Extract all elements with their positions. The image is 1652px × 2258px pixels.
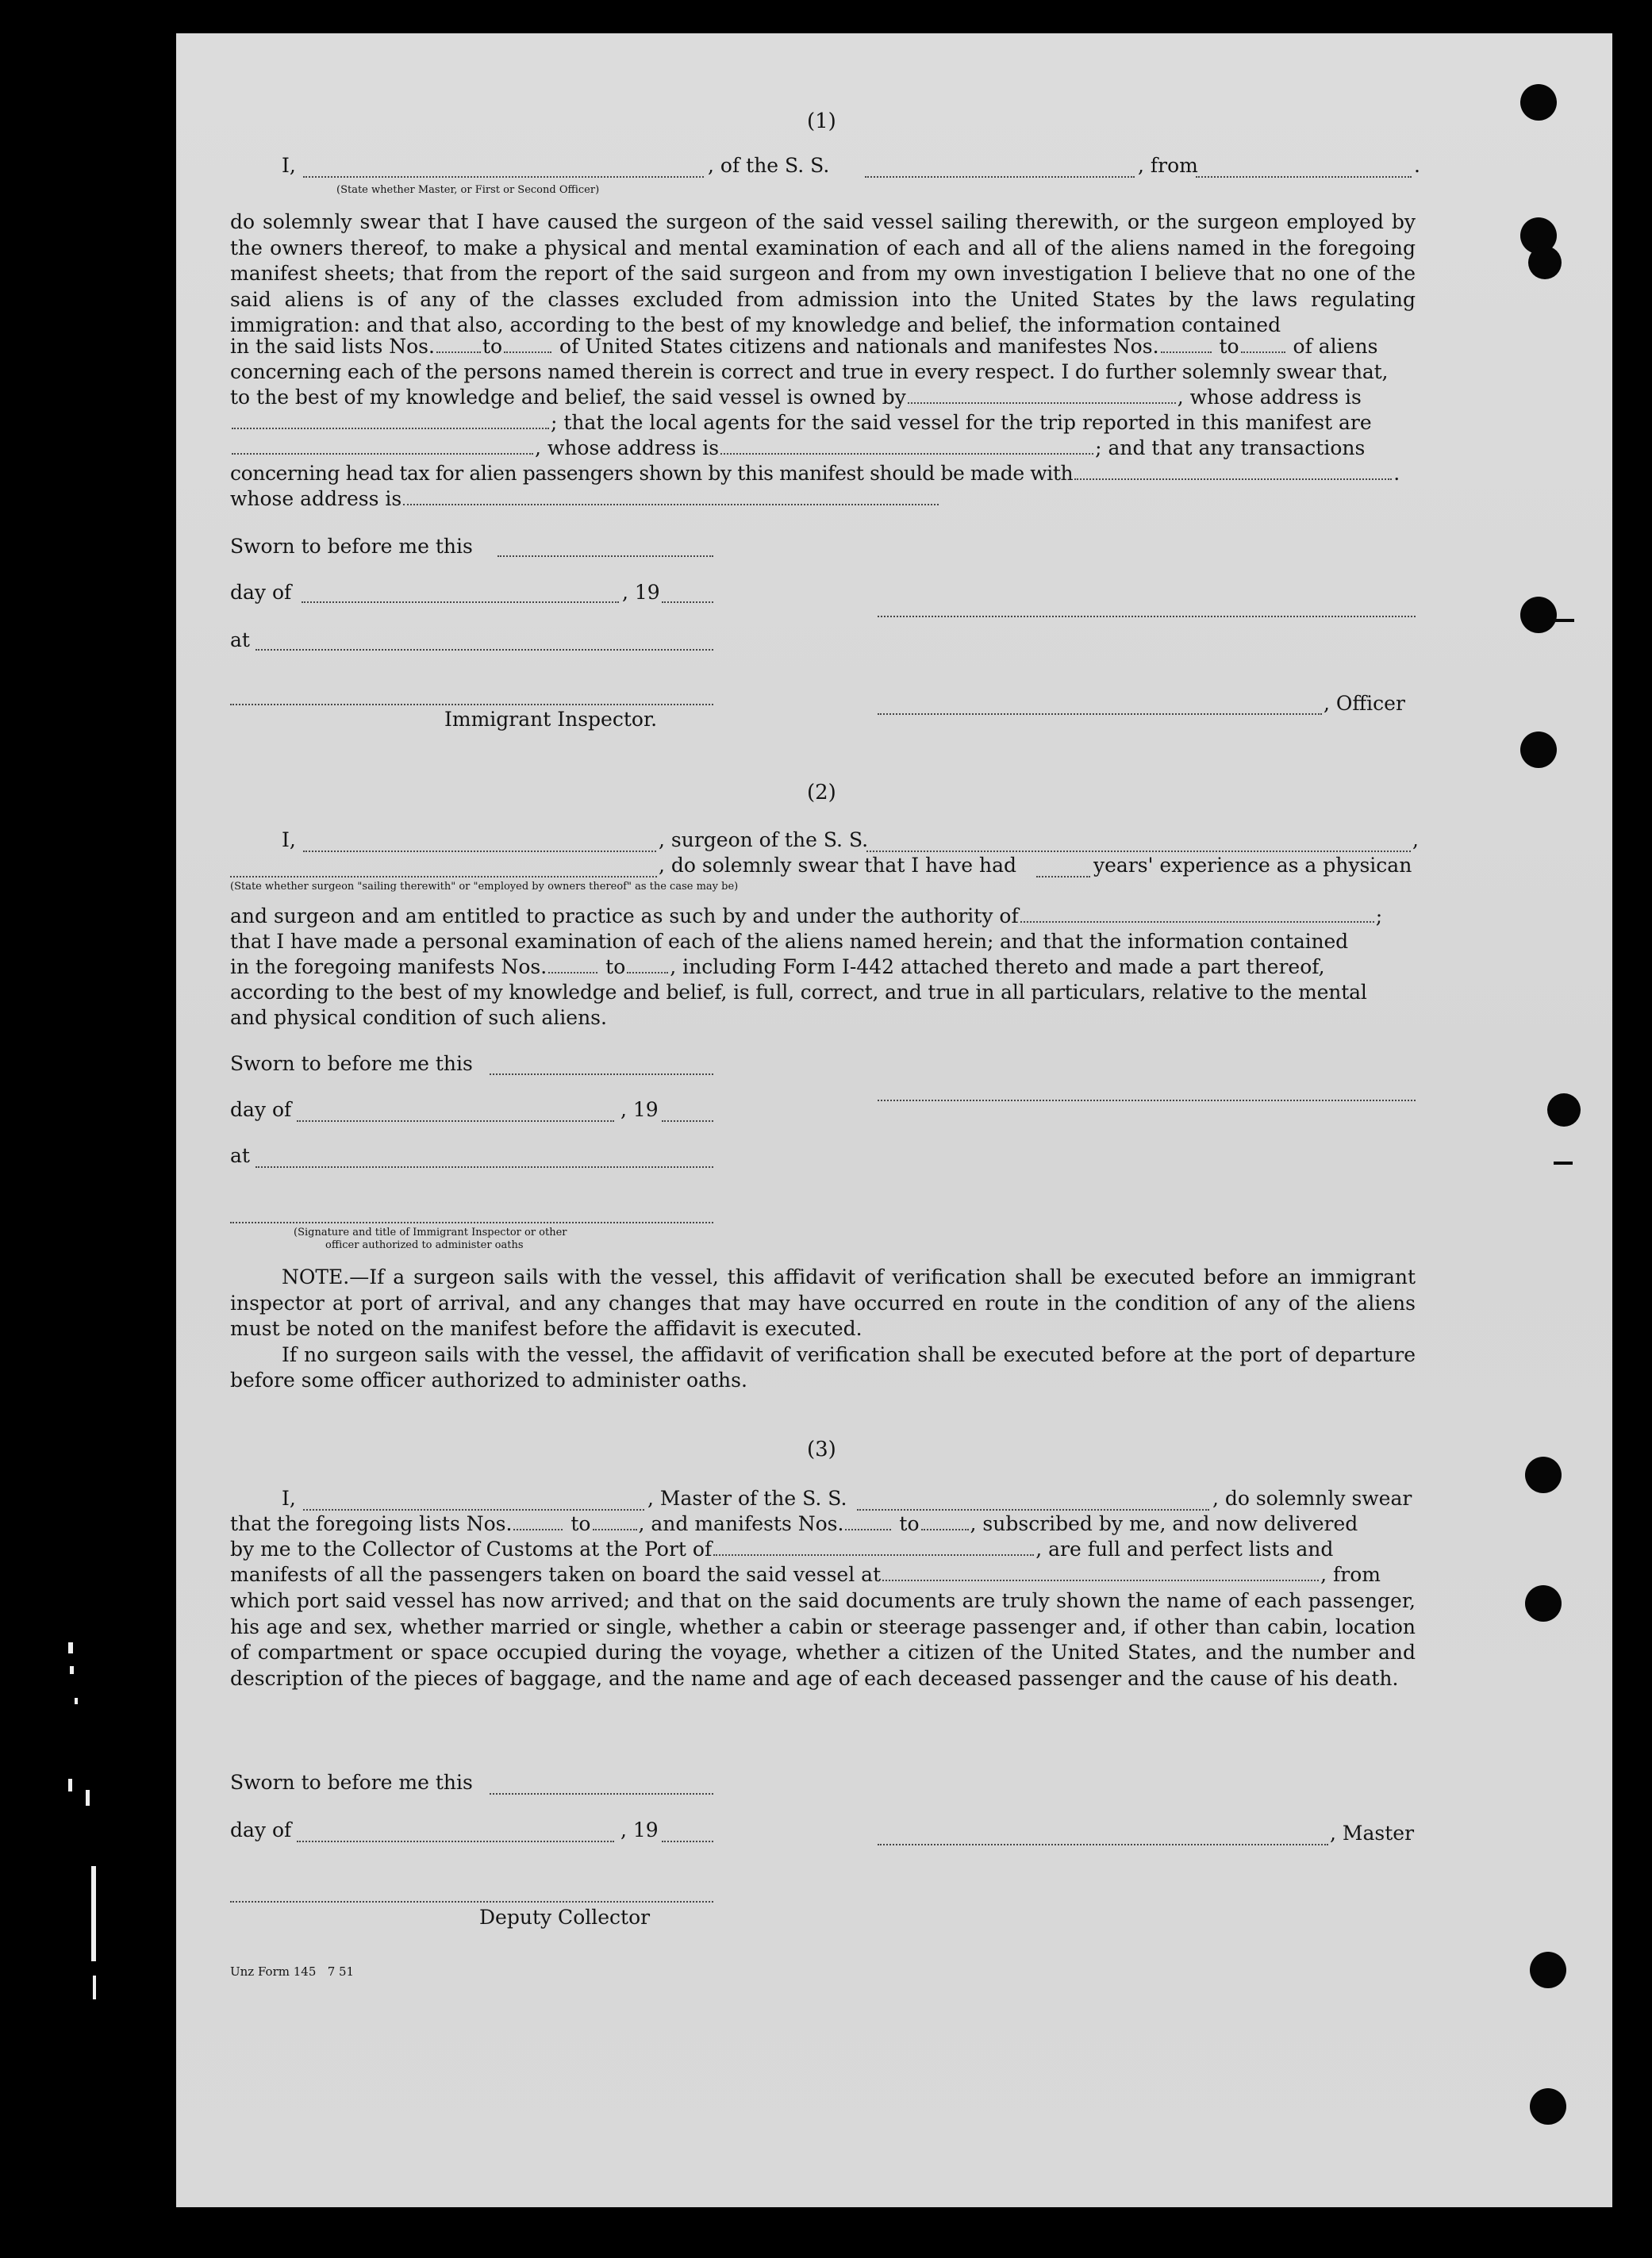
manifests-to-field-3[interactable] — [921, 1528, 969, 1530]
boarding-port-field[interactable] — [882, 1579, 1319, 1581]
head-tax-address-line — [230, 487, 940, 510]
solemnly-swear-label: , do solemnly swear — [1212, 1487, 1412, 1510]
agents-field[interactable] — [232, 452, 533, 455]
owned-line — [230, 386, 1362, 409]
master-name-field-3[interactable] — [303, 1509, 644, 1511]
section-1-body — [230, 209, 1416, 339]
surgeon-signature-field[interactable] — [878, 1100, 1416, 1101]
punch-hole — [1547, 1093, 1581, 1127]
authority-label: and surgeon and am entitled to practice as such by and under the authority of — [230, 904, 1019, 927]
header-comma: , — [1412, 828, 1419, 851]
section-2-i: I, — [282, 828, 296, 851]
collector-line — [230, 1538, 1333, 1561]
year-prefix-1: , 19 — [622, 581, 660, 604]
agents-address-field[interactable] — [720, 452, 1093, 455]
lists-to-field[interactable] — [504, 351, 551, 353]
lists-line-3 — [230, 1512, 1358, 1535]
section-1-paragraph: do solemnly swear that I have caused the surgeon of the said vessel sailing therewith, or the surgeon employed by the owners thereof, to make a physical and mental examination of each and all of the aliens named in the foregoing manifest sheets; that from the report of the said surgeon and from my own investigation I believe that no one of the said aliens is of any of the classes excluded from admission into the United States by the laws regulating immigration: and that also, according to the best of my knowledge and belief, the information contained — [230, 210, 1416, 336]
to-label: to — [571, 1512, 591, 1535]
surgeon-of-ss-label: , surgeon of the S. S. — [659, 828, 869, 851]
surgeon-name-field[interactable] — [303, 851, 656, 852]
day-of-label-2: day of — [230, 1098, 292, 1121]
agents-address-line — [230, 436, 1365, 459]
section-3-body — [230, 1588, 1416, 1692]
section-2-number: (2) — [807, 781, 836, 805]
scan-artifact — [68, 1642, 73, 1653]
scan-artifact — [75, 1698, 78, 1704]
collector-label: by me to the Collector of Customs at the Port of — [230, 1538, 713, 1561]
to-label: to — [482, 335, 503, 358]
signature-note-line-2: officer authorized to administer oaths — [325, 1239, 524, 1251]
punch-hole — [1525, 1457, 1562, 1493]
inspector-signature-field[interactable] — [230, 704, 713, 705]
scan-artifact — [91, 1866, 96, 1961]
officer-signature-field-2[interactable] — [230, 1222, 713, 1223]
manifests-from-field[interactable] — [1161, 351, 1212, 353]
lists-to-field-3[interactable] — [593, 1528, 637, 1530]
year-prefix-3: , 19 — [620, 1818, 659, 1841]
manifests-to-field-2[interactable] — [627, 971, 668, 973]
condition-line: and physical condition of such aliens. — [230, 1006, 607, 1029]
scan-artifact — [93, 1976, 96, 1999]
punch-hole-mark — [1554, 1162, 1573, 1165]
note-paragraph-1: NOTE.—If a surgeon sails with the vessel, this affidavit of verification shall be executed before an immigrant inspector at port of arrival, and any changes that may have occurred en route in the condition of any of the aliens must be noted on the manifest before the affidavit is executed. — [230, 1265, 1416, 1340]
note-paragraph-2: If no surgeon sails with the vessel, the affidavit of verification shall be executed before at the port of departure before some officer authorized to administer oaths. — [230, 1342, 1416, 1392]
year-field-2[interactable] — [662, 1120, 713, 1122]
deputy-collector-label: Deputy Collector — [479, 1906, 651, 1929]
signature-note-line-1: (Signature and title of Immigrant Inspector or other — [294, 1227, 567, 1238]
collector-signature-field[interactable] — [230, 1901, 713, 1903]
manifests-all-line — [230, 1563, 1381, 1586]
head-tax-period: . — [1393, 462, 1400, 485]
vessel-name-field-3[interactable] — [857, 1509, 1209, 1511]
master-signature-field[interactable] — [878, 1844, 1328, 1845]
owner-address-field[interactable] — [232, 427, 549, 429]
lists-from-field-3[interactable] — [513, 1528, 563, 1530]
including-label: , including Form I-442 attached thereto and made a part thereof, — [670, 955, 1325, 978]
year-field-3[interactable] — [662, 1841, 713, 1842]
belief-line: according to the best of my knowledge and belief, is full, correct, and true in all particulars, relative to the mental — [230, 981, 1367, 1004]
officer-signature-field-top[interactable] — [878, 616, 1416, 617]
port-field[interactable] — [713, 1553, 1034, 1556]
agents-line — [230, 411, 1372, 434]
section-3-number: (3) — [807, 1438, 836, 1461]
owner-field[interactable] — [908, 401, 1176, 404]
sworn-date-field-3[interactable] — [490, 1793, 713, 1795]
section-3-paragraph: which port said vessel has now arrived; and that on the said documents are truly shown the name of each passenger, his age and sex, whether married or single, whether a cabin or steerage passenger and, if other than cabin, location of compartment or space occupied during the voyage, whether a citizen of the United States, and the number and description of the pieces of baggage, and the name and age of each deceased passenger and the cause of his death. — [230, 1589, 1416, 1690]
concerning-line: concerning each of the persons named therein is correct and true in every respect. I do further solemnly swear that, — [230, 360, 1389, 383]
sworn-label-1: Sworn to before me this — [230, 535, 473, 558]
years-field[interactable] — [1036, 876, 1090, 877]
year-field-1[interactable] — [662, 601, 713, 603]
sworn-date-field-1[interactable] — [498, 555, 713, 557]
note-block — [230, 1265, 1416, 1394]
punch-hole — [1528, 246, 1562, 279]
sworn-label-2: Sworn to before me this — [230, 1052, 473, 1075]
section-3-i: I, — [282, 1487, 296, 1510]
lists-label: in the said lists Nos. — [230, 335, 435, 358]
punch-hole — [1520, 84, 1557, 121]
month-field-2[interactable] — [297, 1120, 614, 1122]
head-tax-address-field[interactable] — [403, 503, 939, 505]
lists-from-field[interactable] — [436, 351, 481, 353]
surgeon-type-note: (State whether surgeon "sailing therewith" or "employed by owners thereof" as the case may be) — [230, 881, 739, 893]
officer-label: , Officer — [1324, 692, 1405, 715]
form-id: Unz Form 145 7 51 — [230, 1964, 355, 1979]
owned-label: to the best of my knowledge and belief, the said vessel is owned by — [230, 386, 906, 409]
whose-address-label: , whose address is — [1177, 386, 1362, 409]
scan-artifact — [70, 1666, 74, 1674]
form-page — [176, 33, 1612, 2207]
master-label: , Master — [1330, 1822, 1415, 1845]
month-field-1[interactable] — [302, 601, 619, 603]
at-place-field-2[interactable] — [255, 1166, 713, 1168]
section-1-i: I, — [282, 154, 296, 177]
scan-artifact — [68, 1779, 72, 1791]
manifests-to-field[interactable] — [1241, 351, 1285, 353]
manifests-all-label: manifests of all the passengers taken on board the said vessel at — [230, 1563, 882, 1586]
vessel-name-field-1[interactable] — [865, 176, 1135, 178]
authority-line — [230, 904, 1382, 927]
punch-hole — [1520, 597, 1557, 633]
from-label: , from — [1138, 154, 1198, 177]
punch-hole-mark — [1554, 619, 1574, 622]
sworn-label-3: Sworn to before me this — [230, 1771, 473, 1794]
at-label-2: at — [230, 1144, 250, 1167]
sworn-date-field-2[interactable] — [490, 1073, 713, 1075]
of-ss-label: , of the S. S. — [708, 154, 830, 177]
transactions-label: ; and that any transactions — [1095, 436, 1366, 459]
to-label: to — [605, 955, 626, 978]
to-label: to — [1219, 335, 1239, 358]
at-label-1: at — [230, 628, 250, 651]
officer-rank-note: (State whether Master, or First or Second Officer) — [336, 184, 600, 196]
vessel-name-field-2[interactable] — [866, 851, 1411, 852]
section-1-header — [282, 154, 296, 177]
whose-address-label: , whose address is — [535, 436, 720, 459]
header-period: . — [1414, 154, 1420, 177]
from-label: , from — [1320, 1563, 1381, 1586]
citizens-label: of United States citizens and nationals and manifestes Nos. — [559, 335, 1159, 358]
agents-label: ; that the local agents for the said vessel for the trip reported in this manifest are — [551, 411, 1372, 434]
manifests-line — [230, 955, 1325, 978]
manifests-from-field-2[interactable] — [548, 971, 597, 973]
surgeon-type-field[interactable] — [230, 876, 657, 877]
immigrant-inspector-label: Immigrant Inspector. — [444, 708, 658, 731]
examination-line: that I have made a personal examination of each of the aliens named herein; and that the information contained — [230, 930, 1348, 953]
aliens-label: of aliens — [1293, 335, 1378, 358]
years-label: years' experience as a physican — [1093, 854, 1412, 877]
at-place-field-1[interactable] — [255, 649, 713, 651]
head-tax-line — [230, 462, 1400, 485]
head-tax-label: concerning head tax for alien passengers shown by this manifest should be made with — [230, 462, 1074, 485]
lists-label: that the foregoing lists Nos. — [230, 1512, 513, 1535]
day-of-label-1: day of — [230, 581, 292, 604]
year-prefix-2: , 19 — [620, 1098, 659, 1121]
manifests-label: , and manifests Nos. — [638, 1512, 844, 1535]
officer-signature-field[interactable] — [878, 713, 1322, 715]
punch-hole — [1525, 1585, 1562, 1622]
to-label: to — [899, 1512, 920, 1535]
scan-artifact — [86, 1790, 90, 1806]
punch-hole — [1530, 2088, 1566, 2125]
section-1-number: (1) — [807, 109, 836, 133]
subscribed-label: , subscribed by me, and now delivered — [970, 1512, 1358, 1535]
manifests-from-field-3[interactable] — [845, 1528, 891, 1530]
manifests-label: in the foregoing manifests Nos. — [230, 955, 547, 978]
month-field-3[interactable] — [297, 1841, 614, 1842]
day-of-label-3: day of — [230, 1818, 292, 1841]
whose-address-label: whose address is — [230, 487, 402, 510]
punch-hole — [1530, 1952, 1566, 1988]
head-tax-field[interactable] — [1074, 478, 1392, 480]
from-port-field-1[interactable] — [1196, 176, 1412, 178]
punch-hole — [1520, 732, 1557, 768]
authority-field[interactable] — [1020, 920, 1374, 923]
perfect-lists-label: , are full and perfect lists and — [1035, 1538, 1334, 1561]
lists-line — [230, 335, 1377, 358]
master-name-field[interactable] — [303, 176, 704, 178]
master-of-ss-label: , Master of the S. S. — [647, 1487, 847, 1510]
swear-label: , do solemnly swear that I have had — [659, 854, 1017, 877]
authority-semicolon: ; — [1375, 904, 1383, 927]
